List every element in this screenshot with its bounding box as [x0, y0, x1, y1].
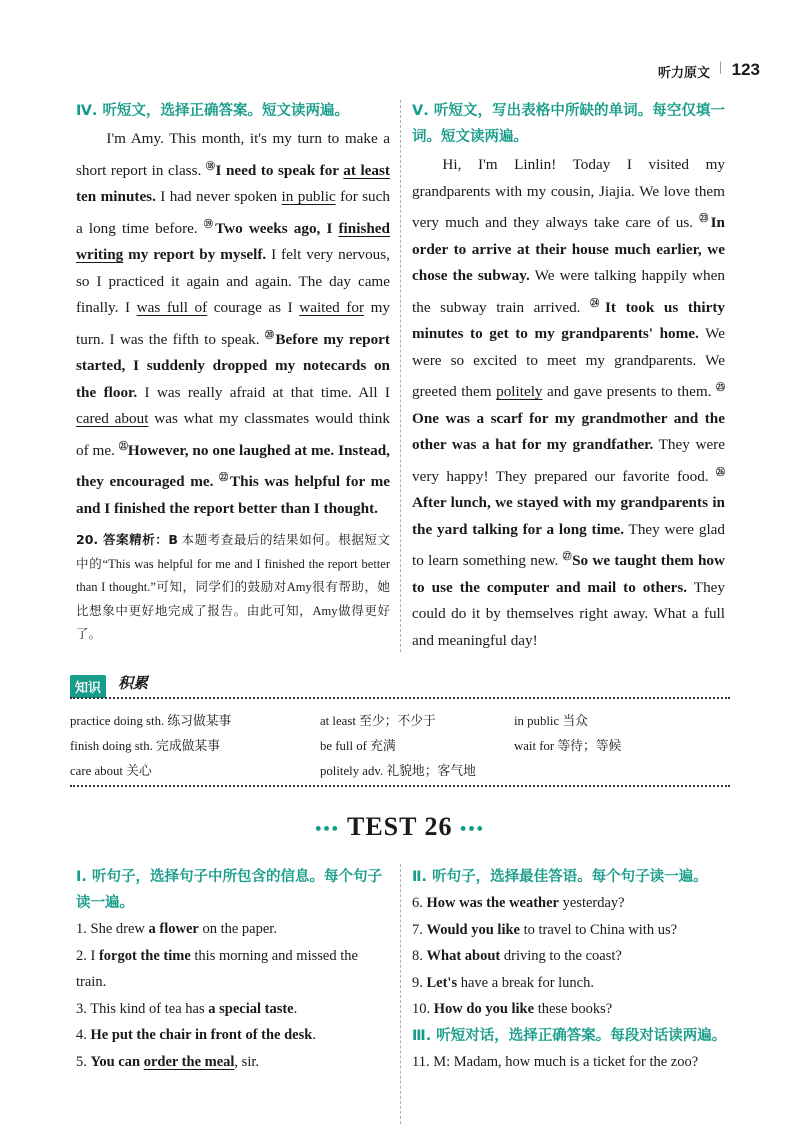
section-v-title: Ⅴ. 听短文，写出表格中所缺的单词。每空仅填一词。短文读两遍。 — [412, 103, 725, 145]
knowledge-item: be full of 充满 — [320, 739, 396, 753]
section-ii — [412, 864, 730, 1075]
header-separator: | — [719, 60, 722, 75]
knowledge-item: care about 关心 — [70, 764, 152, 778]
knowledge-title: 积累 — [118, 674, 149, 692]
section-i-title: Ⅰ. 听句子，选择句子中所包含的信息。每个句子读一遍。 — [76, 869, 382, 911]
list-item: 6. How was the weather yesterday? — [412, 895, 625, 911]
page-number: 123 — [731, 60, 760, 79]
list-item: 10. How do you like these books? — [412, 1001, 613, 1017]
knowledge-item: in public 当众 — [514, 714, 588, 728]
list-item: 3. This kind of tea has a special taste. — [76, 1000, 298, 1017]
section-v — [412, 98, 725, 654]
knowledge-item: politely adv. 礼貌地；客气地 — [320, 764, 476, 778]
knowledge-item: wait for 等待；等候 — [514, 739, 622, 753]
list-item: 8. What about driving to the coast? — [412, 948, 622, 964]
phrase-in-public: in public — [281, 188, 336, 206]
decor-dots-left: ••• — [315, 818, 340, 839]
list-item: 7. Would you like to travel to China with us? — [412, 921, 678, 938]
phrase-cared-about: cared about — [76, 410, 149, 428]
section-ii-title: Ⅱ. 听句子，选择最佳答语。每个句子读一遍。 — [412, 869, 708, 885]
running-header-title: 听力原文 — [657, 66, 710, 81]
knowledge-item: at least 至少；不少于 — [320, 714, 436, 728]
section-v-passage: Hi, I'm Linlin! Today I visited my grandparents with my cousin, Jiajia. We love them very much and they always take care of us. $^㉓$In order to arrive at their house much earlier, we chose the subway. We were talking happily when the subway train arrived. $^㉔$It took us thirty minutes to get to my grandparents' home. We were so excited to meet my grandparents. We greeted them politely and gave presents to them. $^㉕$One was a scarf for my grandmother and the other was a hat for my grandfather. They were very happy! They prepared our favorite food. $^㉖$After lunch, we stayed with my grandparents in the yard talking for a long time. They were glad to learn something new. $^㉗$So we taught them how to use the computer and mail to others. They could do it by themselves right away. What a full and meaningful day! — [412, 156, 726, 649]
knowledge-bottom-rule — [70, 785, 730, 787]
knowledge-item: practice doing sth. 练习做某事 — [70, 714, 232, 728]
knowledge-top-rule — [70, 697, 730, 699]
list-item: 5. You can order the meal, sir. — [76, 1053, 259, 1070]
word-politely: politely — [496, 383, 543, 401]
phrase-waited-for: waited for — [299, 299, 364, 317]
list-item: 2. I forgot the time this morning and missed the train. — [76, 947, 358, 990]
phrase-at-least: at least — [343, 161, 390, 179]
section-iv-passage: I'm Amy. This month, it's my turn to make a short report in class. ⑱I need to speak for at least ten minutes. I had never spoken in public for such a long time before. ⑲Two weeks ago, I finished writing my report by myself. I felt very nervous, so I practiced it again and again. The day came finally. I was full of courage as I waited for my turn. I was the fifth to speak. ⑳Before my report started, I suddenly dropped my notecards on the floor. I was really afraid at that time. All I cared about was what my classmates would think of me. $^㉑$However, no one laughed at me. Instead, they encouraged me. $^㉒$This was helpful for me and I finished the report better than I thought. — [76, 130, 390, 517]
answer-analysis-20: 20. 答案精析：B 本题考查最后的结果如何。根据短文中的“This was helpful for me and I finished the report better than I thought.”可知，同学们的鼓励对Amy很有帮助，她比想象中更好地完成了报告。由此可知，Amy做得更好了。 — [76, 532, 390, 642]
column-divider-bottom — [400, 864, 401, 1124]
list-item: 4. He put the chair in front of the desk. — [76, 1027, 316, 1043]
phrase-was-full-of: was full of — [136, 299, 208, 317]
knowledge-item: finish doing sth. 完成做某事 — [70, 739, 221, 753]
section-iii-title: Ⅲ. 听短对话，选择正确答案。每段对话读两遍。 — [412, 1027, 727, 1044]
test-heading — [0, 812, 800, 842]
list-item: 9. Let's have a break for lunch. — [412, 974, 594, 991]
list-item: 1. She drew a flower on the paper. — [76, 921, 277, 937]
section-iv — [76, 98, 390, 647]
list-item: 11. M: Madam, how much is a ticket for the zoo? — [412, 1053, 699, 1070]
phrase-finished-writing: finished writing — [76, 219, 390, 264]
test-title: TEST 26 — [347, 812, 453, 841]
section-i — [76, 864, 390, 1075]
decor-dots-right: ••• — [460, 818, 485, 839]
knowledge-badge: 知识 — [70, 675, 106, 698]
column-divider — [400, 100, 401, 652]
section-iv-title: Ⅳ. 听短文，选择正确答案。短文读两遍。 — [76, 103, 349, 119]
